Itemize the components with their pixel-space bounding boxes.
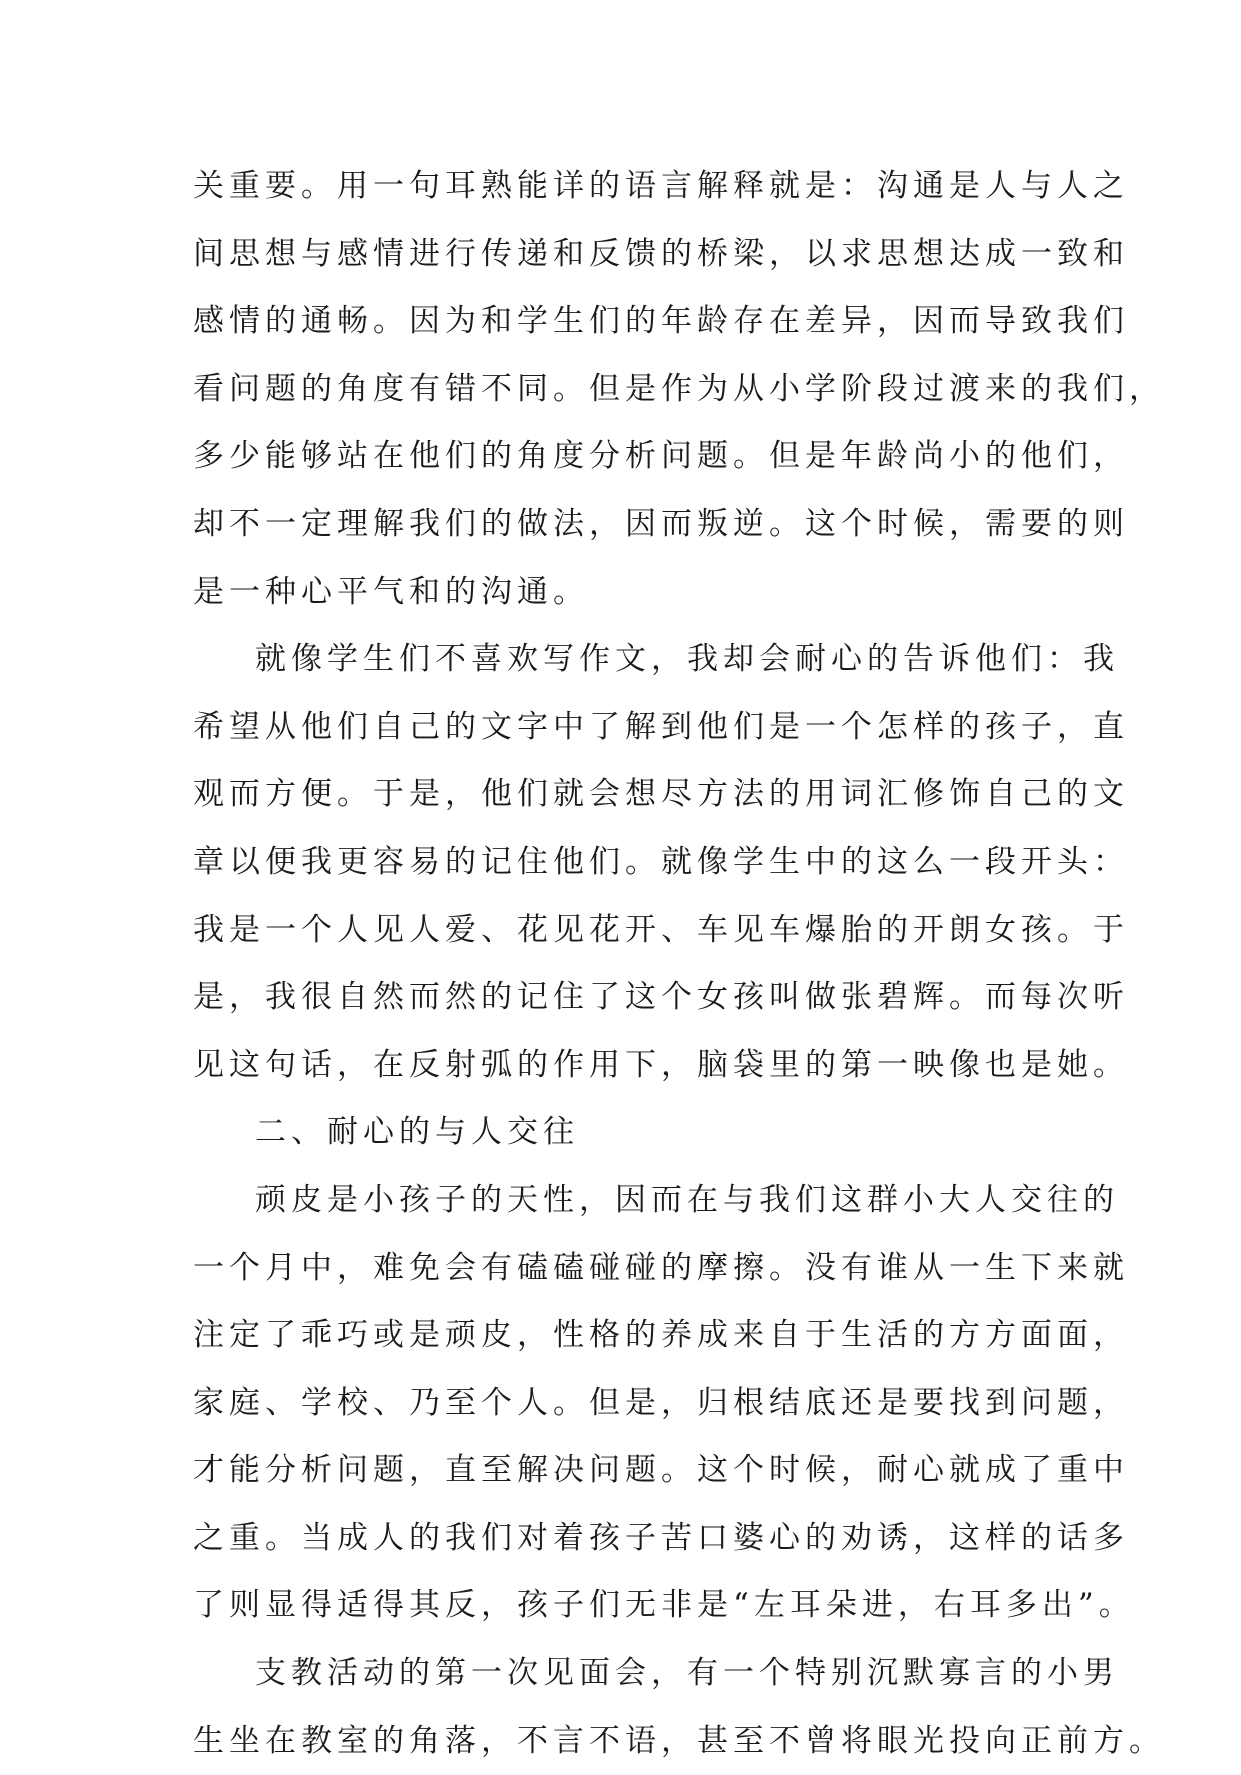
text-line: 见这句话，在反射弧的作用下，脑袋里的第一映像也是她。	[193, 1046, 1129, 1083]
text-line: 了则显得适得其反，孩子们无非是“左耳朵进，右耳多出”。	[193, 1587, 1135, 1624]
text-line: 关重要。用一句耳熟能详的语言解释就是：沟通是人与人之	[193, 168, 1129, 204]
document-body	[193, 153, 1165, 1775]
text-line: 感情的通畅。因为和学生们的年龄存在差异，因而导致我们	[193, 303, 1129, 340]
section-heading: 二、耐心的与人交往	[255, 1114, 579, 1151]
text-line: 间思想与感情进行传递和反馈的桥梁，以求思想达成一致和	[193, 235, 1129, 272]
text-line: 我是一个人见人爱、花见花开、车见车爆胎的开朗女孩。于	[193, 911, 1129, 948]
text-line: 是一种心平气和的沟通。	[193, 573, 589, 610]
text-line: 生坐在教室的角落，不言不语，甚至不曾将眼光投向正前方。	[193, 1722, 1165, 1759]
text-line: 是，我很自然而然的记住了这个女孩叫做张碧辉。而每次听	[193, 979, 1129, 1016]
text-line: 希望从他们自己的文字中了解到他们是一个怎样的孩子，直	[193, 708, 1129, 745]
text-line: 之重。当成人的我们对着孩子苦口婆心的劝诱，这样的话多	[193, 1519, 1129, 1556]
text-line: 家庭、学校、乃至个人。但是，归根结底还是要找到问题，	[193, 1384, 1129, 1421]
text-line: 章以便我更容易的记住他们。就像学生中的这么一段开头：	[193, 843, 1129, 880]
paragraph-start-line: 就像学生们不喜欢写作文，我却会耐心的告诉他们：我	[255, 641, 1119, 678]
text-line: 才能分析问题，直至解决问题。这个时候，耐心就成了重中	[193, 1452, 1129, 1489]
paragraph-start-line: 顽皮是小孩子的天性，因而在与我们这群小大人交往的	[255, 1181, 1119, 1218]
paragraph-start-line: 支教活动的第一次见面会，有一个特别沉默寡言的小男	[255, 1655, 1119, 1692]
text-line: 却不一定理解我们的做法，因而叛逆。这个时候，需要的则	[193, 505, 1129, 542]
text-line: 看问题的角度有错不同。但是作为从小学阶段过渡来的我们，	[193, 370, 1165, 407]
text-line: 观而方便。于是，他们就会想尽方法的用词汇修饰自己的文	[193, 776, 1129, 813]
text-line: 一个月中，难免会有磕磕碰碰的摩擦。没有谁从一生下来就	[193, 1249, 1129, 1286]
text-line: 注定了乖巧或是顽皮，性格的养成来自于生活的方方面面，	[193, 1317, 1129, 1354]
text-line: 多少能够站在他们的角度分析问题。但是年龄尚小的他们，	[193, 438, 1129, 475]
